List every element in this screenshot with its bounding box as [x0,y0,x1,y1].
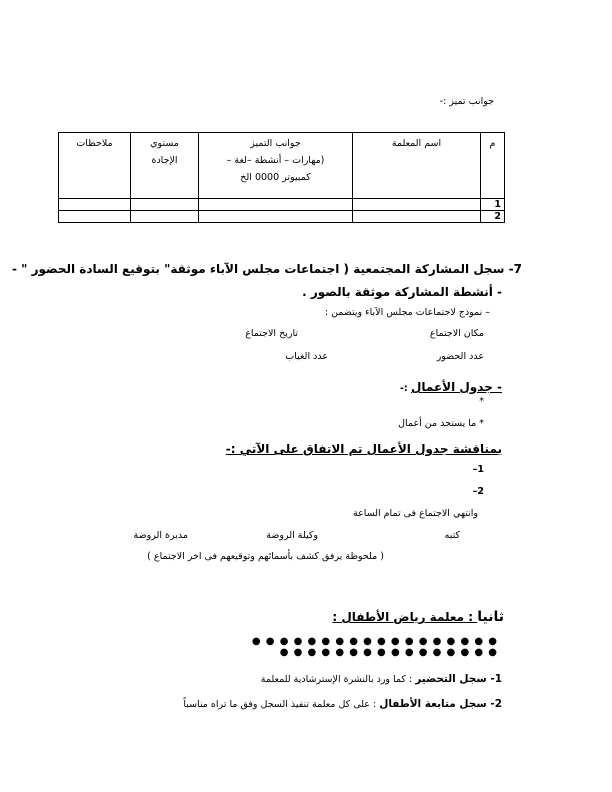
children-followup-line [183,692,502,711]
section7-photos-line: - أنشطة المشاركة موثقة بالصور . [302,285,502,299]
agenda-heading [400,376,502,395]
table-cell [59,199,131,211]
children-followup-title: 2- سجل متابعة الأطفال [379,698,502,710]
second-label: ثانيا [477,609,504,625]
agenda-bullet-2: * ما يستجد من أعمال [398,418,484,429]
header-level-line1: مستوي [150,138,179,149]
director-signature-label: مديرة الروضة [133,530,188,541]
agreement-item-2: 2– [472,486,484,497]
table-cell [131,211,199,223]
writer-signature-label: كتبه [444,530,460,541]
attendance-note: ( ملحوظة يرفق كشف بأسمائهم وتوقيعهم فى اخر الاجتماع ) [147,551,384,562]
table-cell [199,211,353,223]
meeting-model-line: – نموذج لاجتماعات مجلس الآباء ويتضمن : [324,307,490,318]
agenda-title: - جدول الأعمال [411,380,502,394]
dotted-separator: ● ● ● ● ● ● ● ● ● ● ● ● ● ● ● ● ● ● ● ● ● ● ● ● ● ● ● ● ● ● ● ● ● ● [251,636,498,658]
header-level-line2: الإجادة [151,155,178,166]
agenda-bullet-1: * [479,396,484,407]
row-num: 1 [481,199,505,211]
preparation-record-text: : كما ورد بالنشرة الإسترشادية للمعلمة [260,674,416,685]
agreement-heading: بمناقشة جدول الأعمال تم الاتفاق على الآتي :- [225,442,502,456]
header-teacher-name: اسم المعلمة [353,133,481,199]
table-row [59,211,505,223]
absence-count-label: عدد الغياب [285,351,328,362]
meeting-end-line: وانتهي الاجتماع فى تمام الساعة [352,508,478,519]
distinction-table [58,132,505,223]
table-row [59,199,505,211]
header-level [131,133,199,199]
agenda-suffix: :- [399,383,411,394]
header-aspects [199,133,353,199]
header-num: م [481,133,505,199]
table-cell [199,199,353,211]
table-cell [353,199,481,211]
second-title: : معلمة رياض الأطفال : [332,610,478,624]
distinction-aspects-heading: جوانب تميز :- [439,96,494,107]
attendance-count-label: عدد الحضور [436,351,484,362]
header-aspects-title: جوانب التميز [250,138,301,149]
table-cell [353,211,481,223]
table-cell [59,211,131,223]
header-notes: ملاحظات [59,133,131,199]
second-section-heading [332,606,504,625]
deputy-signature-label: وكيلة الروضة [266,530,318,541]
header-aspects-sub1: (مهارات – أنشطة –لغة – [226,155,325,166]
meeting-date-label: تاريخ الاجتماع [245,328,298,339]
section7-title: 7- سجل المشاركة المجتمعية ( اجتماعات مجلس الآباء موثقة" بتوقيع السادة الحضور " - [12,262,522,276]
preparation-record-title: 1- سجل التحضير [415,673,502,685]
table-cell [131,199,199,211]
children-followup-text: : على كل معلمة تنفيذ السجل وفق ما تراه مناسباً [183,699,380,710]
header-aspects-sub2: كمبيوتر 0000 الخ [240,172,311,183]
table-header-row [59,133,505,199]
meeting-place-label: مكان الاجتماع [429,328,484,339]
agreement-item-1: 1– [472,464,484,475]
row-num: 2 [481,211,505,223]
preparation-record-line [261,667,502,686]
